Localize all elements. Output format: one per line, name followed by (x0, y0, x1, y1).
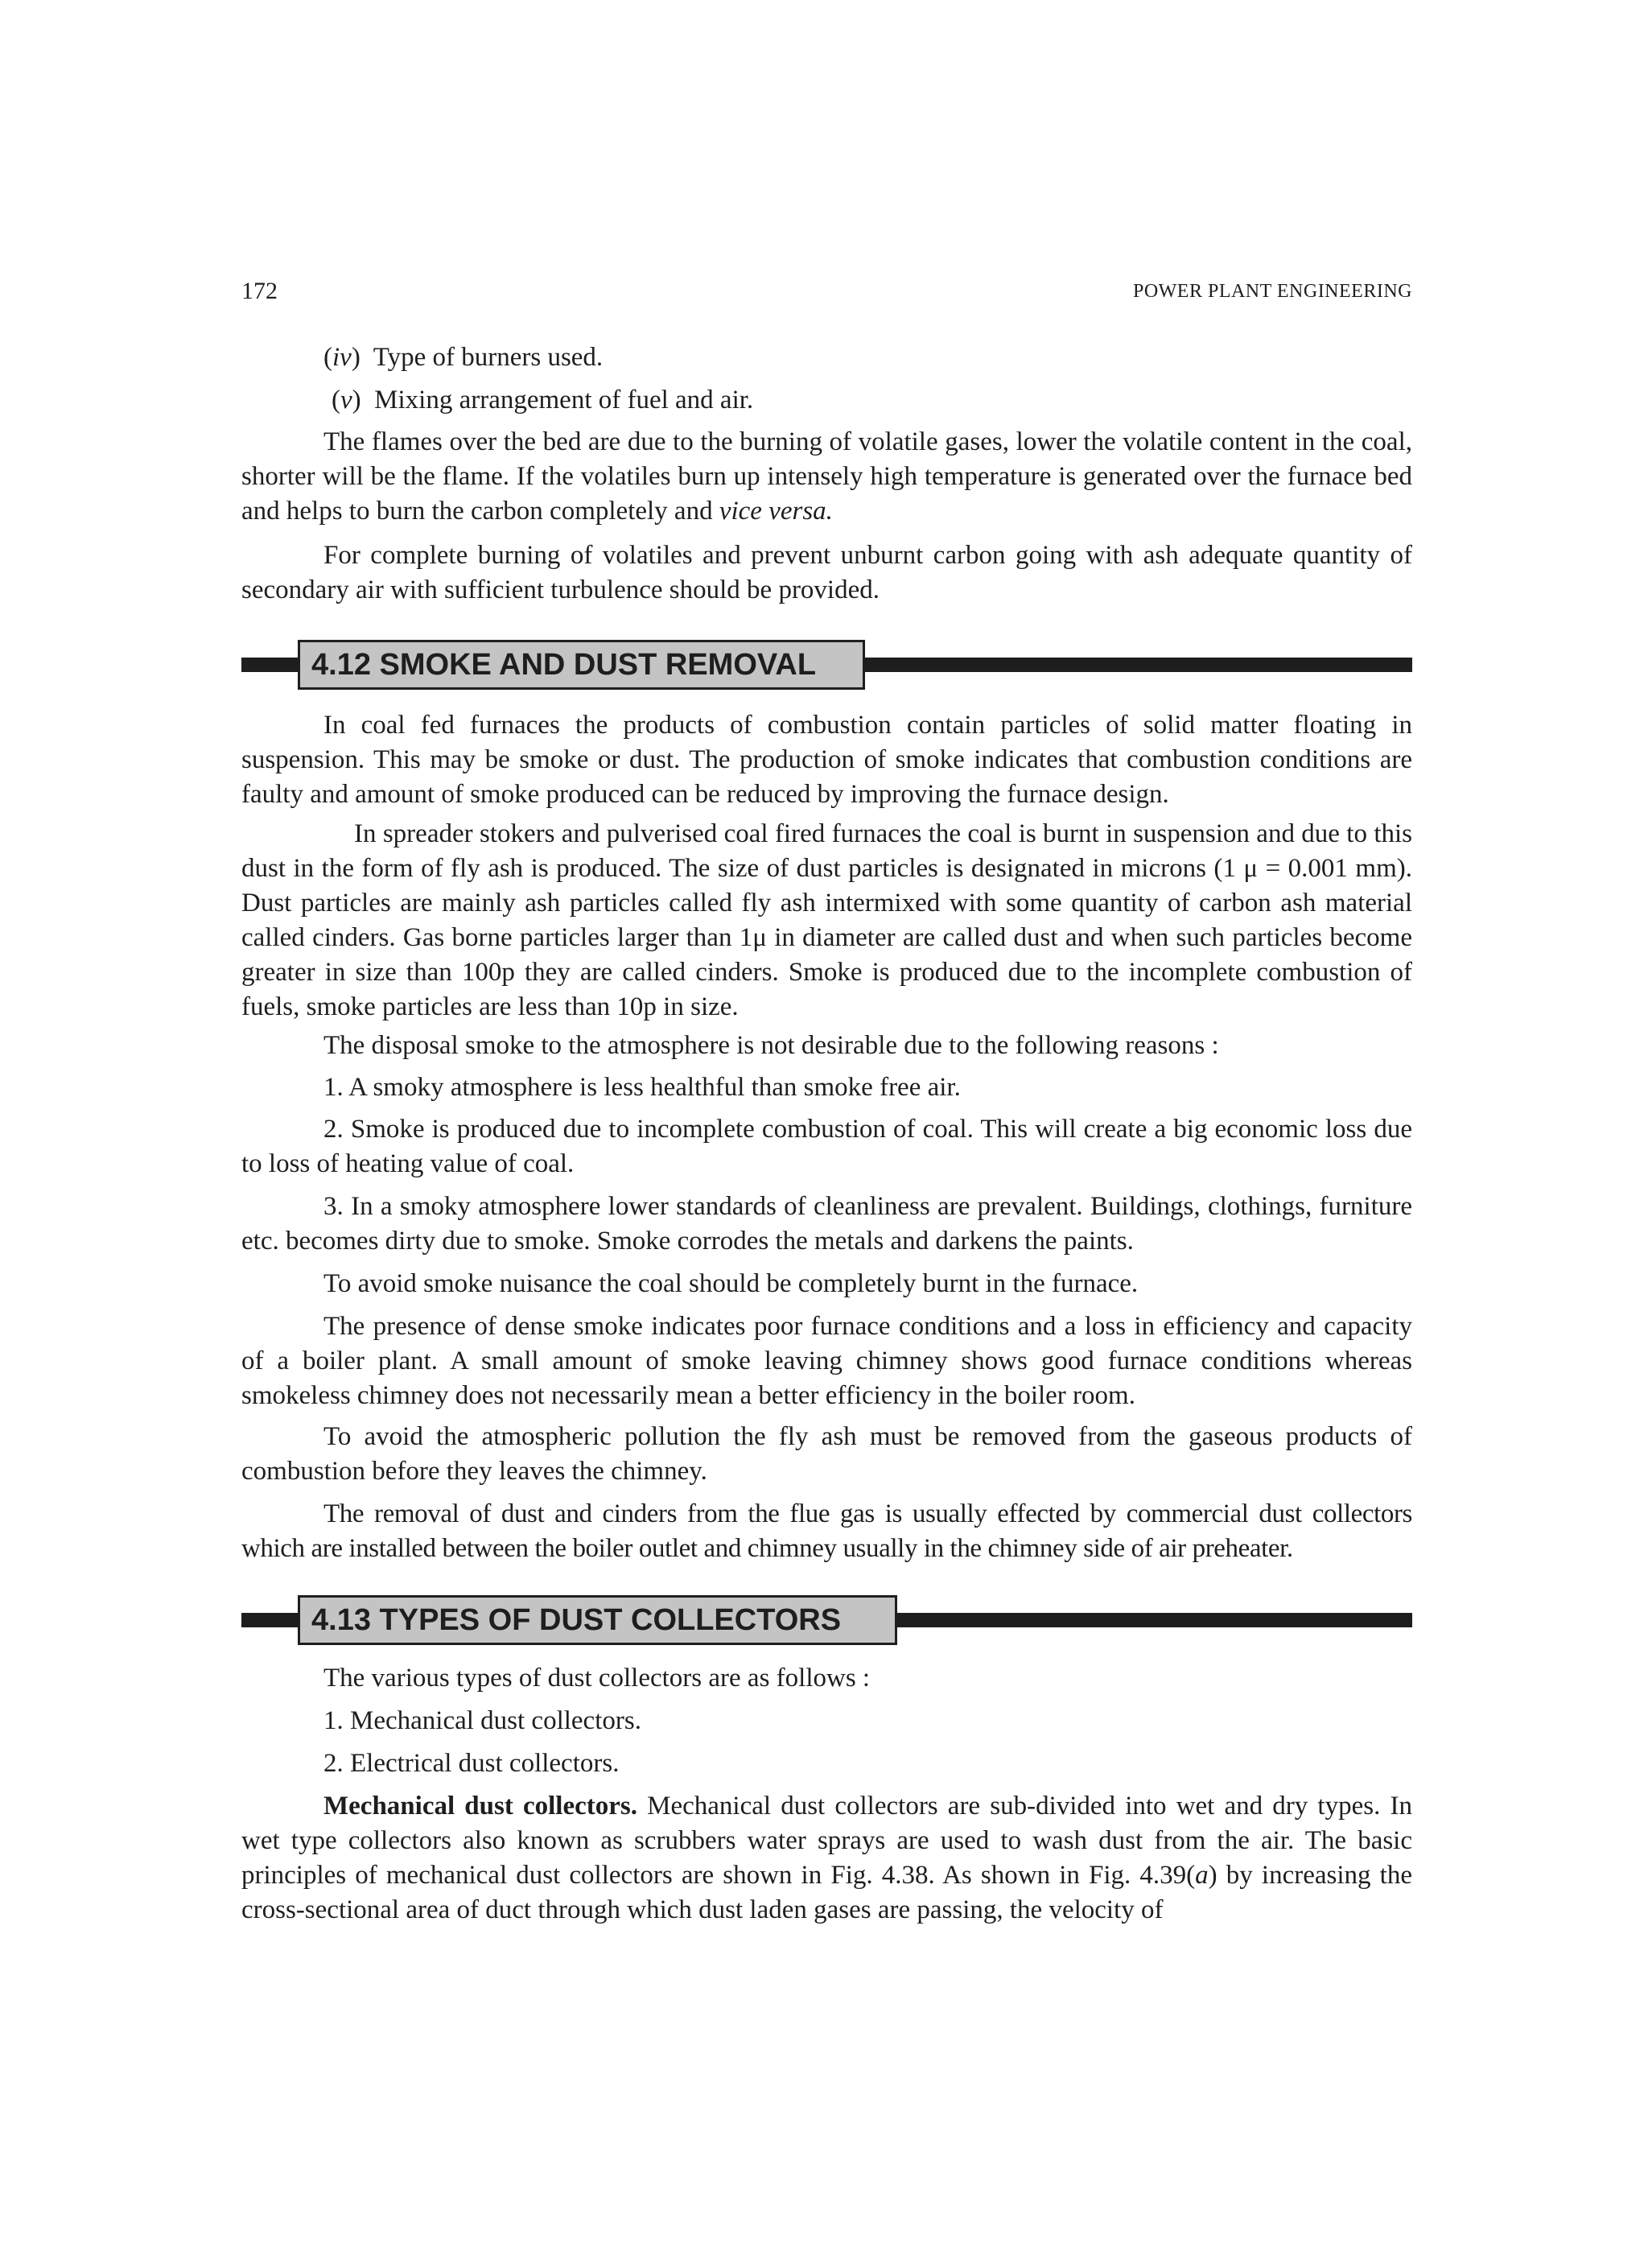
paragraph-italic: a (1195, 1861, 1209, 1890)
list-item-number: v (340, 386, 352, 414)
list-item: (iv) Type of burners used. (323, 343, 604, 372)
collector-item (241, 1704, 1412, 1738)
paragraph-text: The presence of dense smoke indicates poor furnace conditions and a loss in efficiency and capacity of a boiler plant. A small amount of smoke leaving chimney shows good furnace conditions whereas smokeless chimney does not necessarily mean a better efficiency in the boiler room. (241, 1312, 1412, 1410)
paragraph-text: To avoid smoke nuisance the coal should be completely burnt in the furnace. (323, 1269, 1139, 1298)
list-item-text: Mixing arrangement of fuel and air. (374, 386, 754, 414)
paragraph-text: In spreader stokers and pulverised coal fired furnaces the coal is burnt in suspension and due to this dust in the form of fly ash is produced. The size of dust particles is designated in microns (1 μ = 0.001 mm). Dust particles are mainly ash particles called fly ash intermixed with some quantity of carbon ash material called cinders. Gas borne particles larger than 1μ in diameter are called dust and when such particles become greater in size than 100p they are called cinders. Smoke is produced due to the incomplete combustion of fuels, smoke particles are less than 10p in size. (241, 819, 1412, 1021)
reason-item (241, 1070, 1412, 1105)
paragraph (241, 817, 1412, 1025)
paragraph-italic: vice versa. (719, 497, 833, 526)
heading-rule-right (861, 658, 1412, 672)
paragraph (241, 1309, 1412, 1413)
paragraph-text: The removal of dust and cinders from the flue gas is usually effected by commercial dust collectors which are installed between the boiler outlet and chimney usually in the chimney side of air preheater. (241, 1499, 1412, 1563)
page-number: 172 (241, 278, 278, 304)
heading-rule-left (241, 1613, 299, 1627)
paragraph-text: 3. In a smoky atmosphere lower standards of cleanliness are prevalent. Buildings, clothings, furniture etc. becomes dirty due to smoke. Smoke corrodes the metals and darkens the paints. (241, 1192, 1412, 1256)
reason-item (241, 1112, 1412, 1181)
paragraph-text: The various types of dust collectors are as follows : (323, 1664, 871, 1693)
list-item-number: iv (332, 343, 352, 372)
paragraph-text: 2. Smoke is produced due to incomplete combustion of coal. This will create a big economic loss due to loss of heating value of coal. (241, 1115, 1412, 1178)
running-title: POWER PLANT ENGINEERING (1132, 281, 1412, 302)
paragraph-text: To avoid the atmospheric pollution the fly ash must be removed from the gaseous products of combustion before they leaves the chimney. (241, 1422, 1412, 1486)
paragraph-text: For complete burning of volatiles and prevent unburnt carbon going with ash adequate quantity of secondary air with sufficient turbulence should be provided. (241, 541, 1412, 604)
heading-rule-left (241, 658, 299, 672)
paragraph (241, 1661, 1412, 1696)
paragraph-text: ) by increasing the cross-sectional area of duct through which dust laden gases are passing, the velocity of (241, 1861, 1412, 1924)
heading-rule-right (893, 1613, 1412, 1627)
reason-item (241, 1190, 1412, 1259)
paragraph (241, 1789, 1412, 1928)
paragraph (241, 425, 1412, 529)
paragraph (241, 1029, 1412, 1063)
section-heading: 4.12 SMOKE AND DUST REMOVAL (298, 640, 865, 690)
paragraph-bold-lead: Mechanical dust collectors. (323, 1792, 637, 1821)
paragraph (241, 1420, 1412, 1489)
list-item: (v) Mixing arrangement of fuel and air. (332, 386, 754, 414)
paragraph (241, 1267, 1412, 1301)
paragraph-text: The flames over the bed are due to the burning of volatile gases, lower the volatile content in the coal, shorter will be the flame. If the volatiles burn up intensely high temperature is generated over the furnace bed and helps to burn the carbon completely and (241, 427, 1412, 526)
paragraph (241, 538, 1412, 608)
paragraph (241, 708, 1412, 812)
paragraph-text: Mechanical dust collectors are sub-divided into wet and dry types. In wet type collectors also known as scrubbers water sprays are used to wash dust from the air. The basic principles of mechanical dust collectors are shown in Fig. 4.38. As shown in Fig. 4.39( (241, 1792, 1412, 1890)
list-item-text: Type of burners used. (373, 343, 604, 372)
paragraph-text: The disposal smoke to the atmosphere is not desirable due to the following reasons : (323, 1031, 1219, 1060)
collector-item (241, 1746, 1412, 1781)
paragraph (241, 1497, 1412, 1566)
paragraph-text: 1. Mechanical dust collectors. (323, 1706, 641, 1735)
section-heading: 4.13 TYPES OF DUST COLLECTORS (298, 1595, 897, 1645)
paragraph-text: 1. A smoky atmosphere is less healthful than smoke free air. (323, 1073, 961, 1102)
paragraph-text: In coal fed furnaces the products of combustion contain particles of solid matter floating in suspension. This may be smoke or dust. The production of smoke indicates that combustion conditions are faulty and amount of smoke produced can be reduced by improving the furnace design. (241, 711, 1412, 809)
paragraph-text: 2. Electrical dust collectors. (323, 1749, 620, 1778)
